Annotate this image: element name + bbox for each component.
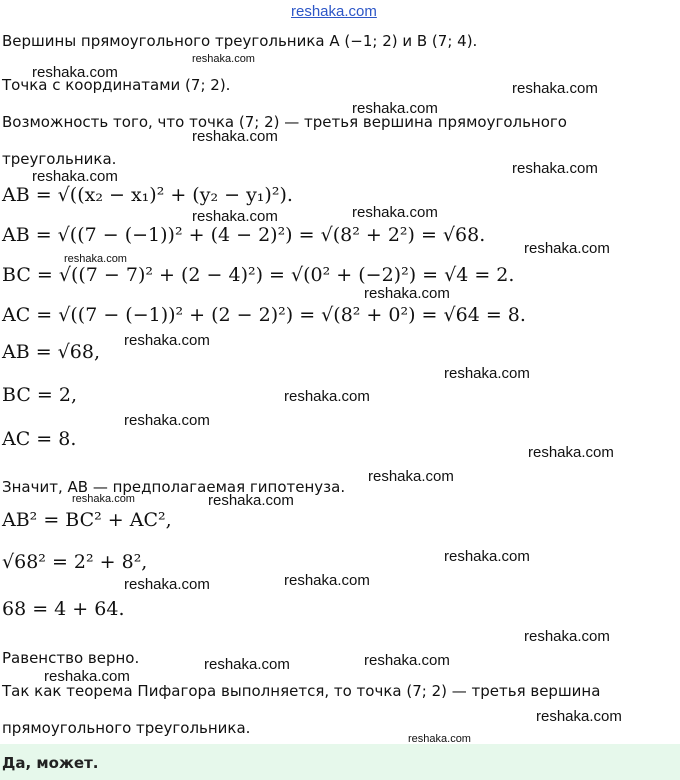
- site-link[interactable]: reshaka.com: [291, 3, 377, 20]
- watermark: reshaka.com: [524, 628, 610, 645]
- watermark: reshaka.com: [528, 444, 614, 461]
- watermark: reshaka.com: [536, 708, 622, 725]
- watermark: reshaka.com: [352, 204, 438, 221]
- hypotenuse-statement: Значит, AB — предполагаемая гипотенуза.: [2, 478, 346, 496]
- watermark: reshaka.com: [284, 388, 370, 405]
- watermark: reshaka.com: [32, 168, 118, 185]
- ac-calculation: AC = √((7 − (−1))² + (2 − 2)²) = √(8² + 0²) = √64 = 8.: [2, 304, 526, 326]
- watermark: reshaka.com: [64, 253, 127, 265]
- conclusion-line-2: прямоугольного треугольника.: [2, 719, 251, 737]
- bc-result: BC = 2,: [2, 384, 77, 406]
- watermark: reshaka.com: [512, 160, 598, 177]
- question-line-1: Возможность того, что точка (7; 2) — третья вершина прямоугольного: [2, 113, 567, 131]
- watermark: reshaka.com: [364, 652, 450, 669]
- watermark: reshaka.com: [124, 412, 210, 429]
- watermark: reshaka.com: [352, 100, 438, 117]
- watermark: reshaka.com: [204, 656, 290, 673]
- equality-verdict: Равенство верно.: [2, 649, 140, 667]
- watermark: reshaka.com: [32, 64, 118, 81]
- problem-statement: Вершины прямоугольного треугольника A (−1; 2) и B (7; 4).: [2, 32, 478, 50]
- ac-result: AC = 8.: [2, 428, 77, 450]
- question-line-2: треугольника.: [2, 150, 117, 168]
- ab-result: AB = √68,: [2, 341, 101, 363]
- conclusion-line-1: Так как теорема Пифагора выполняется, то точка (7; 2) — третья вершина: [2, 682, 601, 700]
- watermark: reshaka.com: [44, 668, 130, 685]
- bc-calculation: BC = √((7 − 7)² + (2 − 4)²) = √(0² + (−2)²) = √4 = 2.: [2, 264, 515, 286]
- answer-box: Да, может.: [0, 744, 680, 780]
- distance-formula: AB = √((x₂ − x₁)² + (y₂ − y₁)²).: [2, 184, 293, 206]
- watermark: reshaka.com: [192, 128, 278, 145]
- watermark: reshaka.com: [72, 493, 135, 505]
- watermark: reshaka.com: [284, 572, 370, 589]
- watermark: reshaka.com: [192, 208, 278, 225]
- watermark: reshaka.com: [408, 733, 471, 745]
- watermark: reshaka.com: [208, 492, 294, 509]
- pythagoras-check: 68 = 4 + 64.: [2, 598, 125, 620]
- watermark: reshaka.com: [124, 576, 210, 593]
- pythagoras-substitution: √68² = 2² + 8²,: [2, 551, 148, 573]
- watermark: reshaka.com: [124, 332, 210, 349]
- watermark: reshaka.com: [524, 240, 610, 257]
- watermark: reshaka.com: [192, 53, 255, 65]
- watermark: reshaka.com: [444, 548, 530, 565]
- watermark: reshaka.com: [444, 365, 530, 382]
- watermark: reshaka.com: [368, 468, 454, 485]
- pythagoras-equation: AB² = BC² + AC²,: [2, 509, 172, 531]
- watermark: reshaka.com: [364, 285, 450, 302]
- ab-calculation: AB = √((7 − (−1))² + (4 − 2)²) = √(8² + 2²) = √68.: [2, 224, 486, 246]
- watermark: reshaka.com: [512, 80, 598, 97]
- point-statement: Точка с координатами (7; 2).: [2, 76, 231, 94]
